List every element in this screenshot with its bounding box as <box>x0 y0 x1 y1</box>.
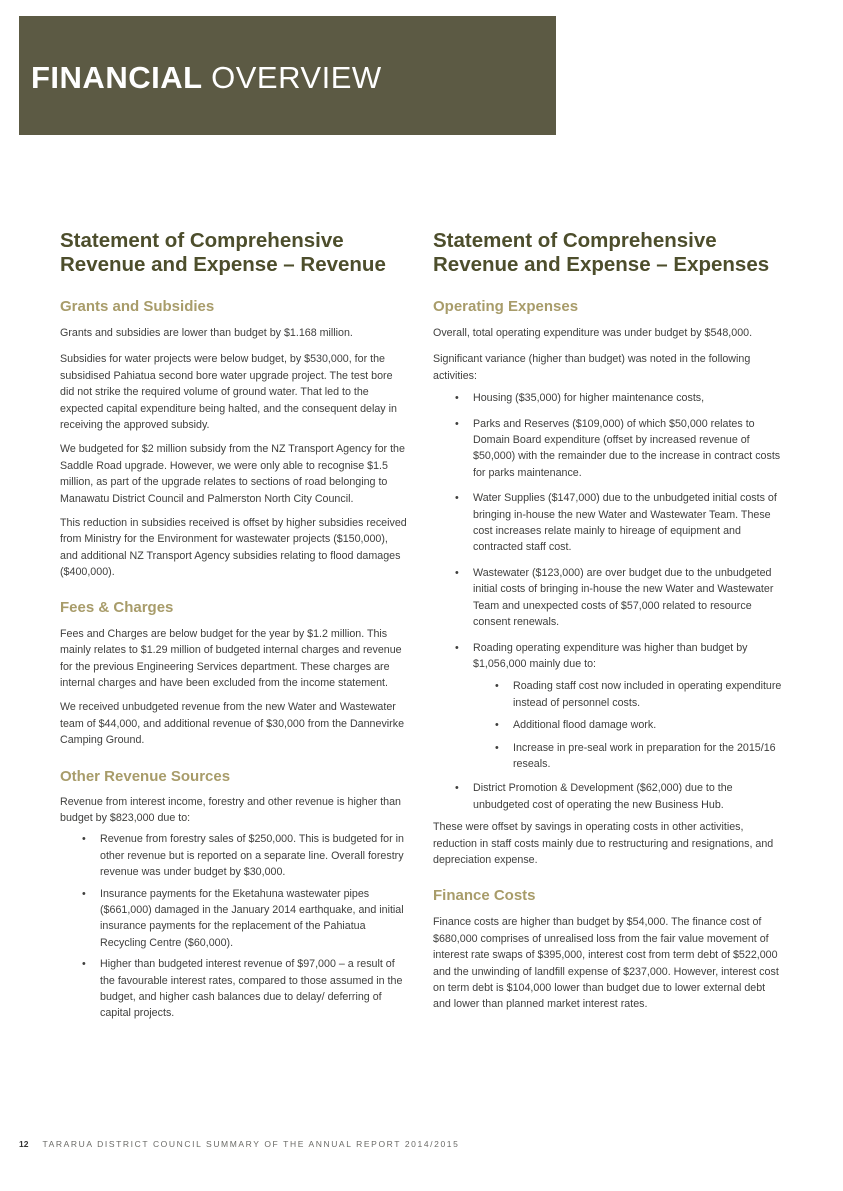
other-revenue-heading: Other Revenue Sources <box>60 767 231 785</box>
page-title-bold: FINANCIAL <box>31 60 202 95</box>
page-title <box>31 60 382 96</box>
page-number: 12 <box>19 1139 29 1149</box>
grants-paragraph: Grants and subsidies are lower than budget by $1.168 million. <box>60 327 353 339</box>
operating-variance-list <box>433 390 783 672</box>
list-item: • Wastewater ($123,000) are over budget due to the unbudgeted initial costs of bringing in-house the new Water and Wastewater Team and unexpected costs of $57,000 related to resource consent renewals. <box>473 565 783 631</box>
roading-sub-list <box>473 678 783 772</box>
operating-expenses-heading: Operating Expenses <box>433 298 579 315</box>
page-title-light: OVERVIEW <box>211 60 382 95</box>
list-item: • Water Supplies ($147,000) due to the unbudgeted initial costs of bringing in-house the new Water and Wastewater Team. These cost increases relate mainly to hireage of equipment and contracted staff cost. <box>473 490 783 556</box>
list-item: • Additional flood damage work. <box>513 717 783 733</box>
operating-closing-paragraph: These were offset by savings in operating costs in other activities, reduction in staff costs mainly due to restructuring and resignations, and depreciation expense. <box>433 821 774 866</box>
expenses-heading-line-2: Revenue and Expense – Expenses <box>433 253 770 276</box>
expenses-section-heading <box>433 229 783 277</box>
list-item: • Roading staff cost now included in operating expenditure instead of personnel costs. <box>513 678 783 711</box>
list-item: • Parks and Reserves ($109,000) of which $50,000 relates to Domain Board expenditure (offset by increased revenue of $50,000) with the remainder due to the increase in contract costs for parks maintenance. <box>473 416 783 482</box>
expenses-heading-line-1: Statement of Comprehensive <box>433 229 717 252</box>
grants-subsidies-heading: Grants and Subsidies <box>60 298 215 315</box>
expenses-column <box>433 229 783 1013</box>
other-revenue-intro: Revenue from interest income, forestry and other revenue is higher than budget by $823,000 due to: <box>60 795 401 824</box>
grants-paragraph: This reduction in subsidies received is offset by higher subsidies received from Ministry for the Environment for wastewater projects ($150,000), and additional NZ Transport Agency subsidies relating to flood damages ($400,000). <box>60 517 407 579</box>
revenue-heading-line-2: Revenue and Expense – Revenue <box>60 253 386 276</box>
list-item: • District Promotion & Development ($62,000) due to the unbudgeted cost of operating the new Business Hub. <box>473 780 783 813</box>
other-revenue-list <box>60 831 408 1021</box>
page-footer <box>19 1138 459 1150</box>
finance-costs-heading: Finance Costs <box>433 887 536 905</box>
list-item: • Roading operating expenditure was higher than budget by $1,056,000 mainly due to: <box>473 640 783 673</box>
operating-paragraph: Overall, total operating expenditure was under budget by $548,000. <box>433 327 753 339</box>
footer-text: TARARUA DISTRICT COUNCIL SUMMARY OF THE ANNUAL REPORT 2014/2015 <box>42 1139 460 1149</box>
list-item: • Housing ($35,000) for higher maintenance costs, <box>473 390 783 406</box>
revenue-section-heading <box>60 229 408 277</box>
operating-paragraph: Significant variance (higher than budget) was noted in the following activities: <box>433 353 751 382</box>
operating-variance-list-continued <box>433 780 783 813</box>
list-item: • Insurance payments for the Eketahuna wastewater pipes ($661,000) damaged in the January 2014 earthquake, and initial insurance payments for the replacement of the Pahiatua Recycling Centre ($60,000). <box>100 886 408 952</box>
revenue-heading-line-1: Statement of Comprehensive <box>60 229 344 252</box>
header-banner <box>19 16 556 135</box>
fees-paragraph: We received unbudgeted revenue from the new Water and Wastewater team of $44,000, and additional revenue of $30,000 from the Dannevirke Camping Ground. <box>60 701 405 747</box>
finance-paragraph: Finance costs are higher than budget by $54,000. The finance cost of $680,000 comprises of unrealised loss from the fair value movement of interest rate swaps of $395,000, interest cost from term debt of $522,000 and the unwinding of landfill expense of $237,000. However, interest cost on term debt is $104,000 lower than budget due to lower external debt and lower than planned market interest rates. <box>433 916 779 1011</box>
list-item: • Revenue from forestry sales of $250,000. This is budgeted for in other revenue but is reported on a separate line. Overall forestry revenue was under budget by $30,000. <box>100 831 408 880</box>
revenue-column <box>60 229 408 1022</box>
list-item: • Increase in pre-seal work in preparation for the 2015/16 reseals. <box>513 740 783 773</box>
grants-paragraph: We budgeted for $2 million subsidy from the NZ Transport Agency for the Saddle Road upgrade. However, we were only able to recognise $1.5 million, as part of the upgrade relates to sections of road belonging to Manawatu District Council and Palmerston North City Council. <box>60 443 405 505</box>
fees-charges-heading: Fees & Charges <box>60 598 174 616</box>
fees-paragraph: Fees and Charges are below budget for the year by $1.2 million. This mainly relates to $1.29 million of budgeted internal charges and revenue for the previous Engineering Services department. These charges are internal charges and have been excluded from the income statement. <box>60 627 402 689</box>
grants-paragraph: Subsidies for water projects were below budget, by $530,000, for the subsidised Pahiatua second bore water upgrade project. The test bore did not strike the required volume of ground water. That led to the expected capital expenditure being halted, and the consequent delay in receiving the approved subsidy. <box>60 353 397 432</box>
list-item: • Higher than budgeted interest revenue of $97,000 – a result of the favourable interest rates, compared to those assumed in the budget, and higher cash balances due to delay/ deferring of capital projects. <box>100 956 408 1022</box>
